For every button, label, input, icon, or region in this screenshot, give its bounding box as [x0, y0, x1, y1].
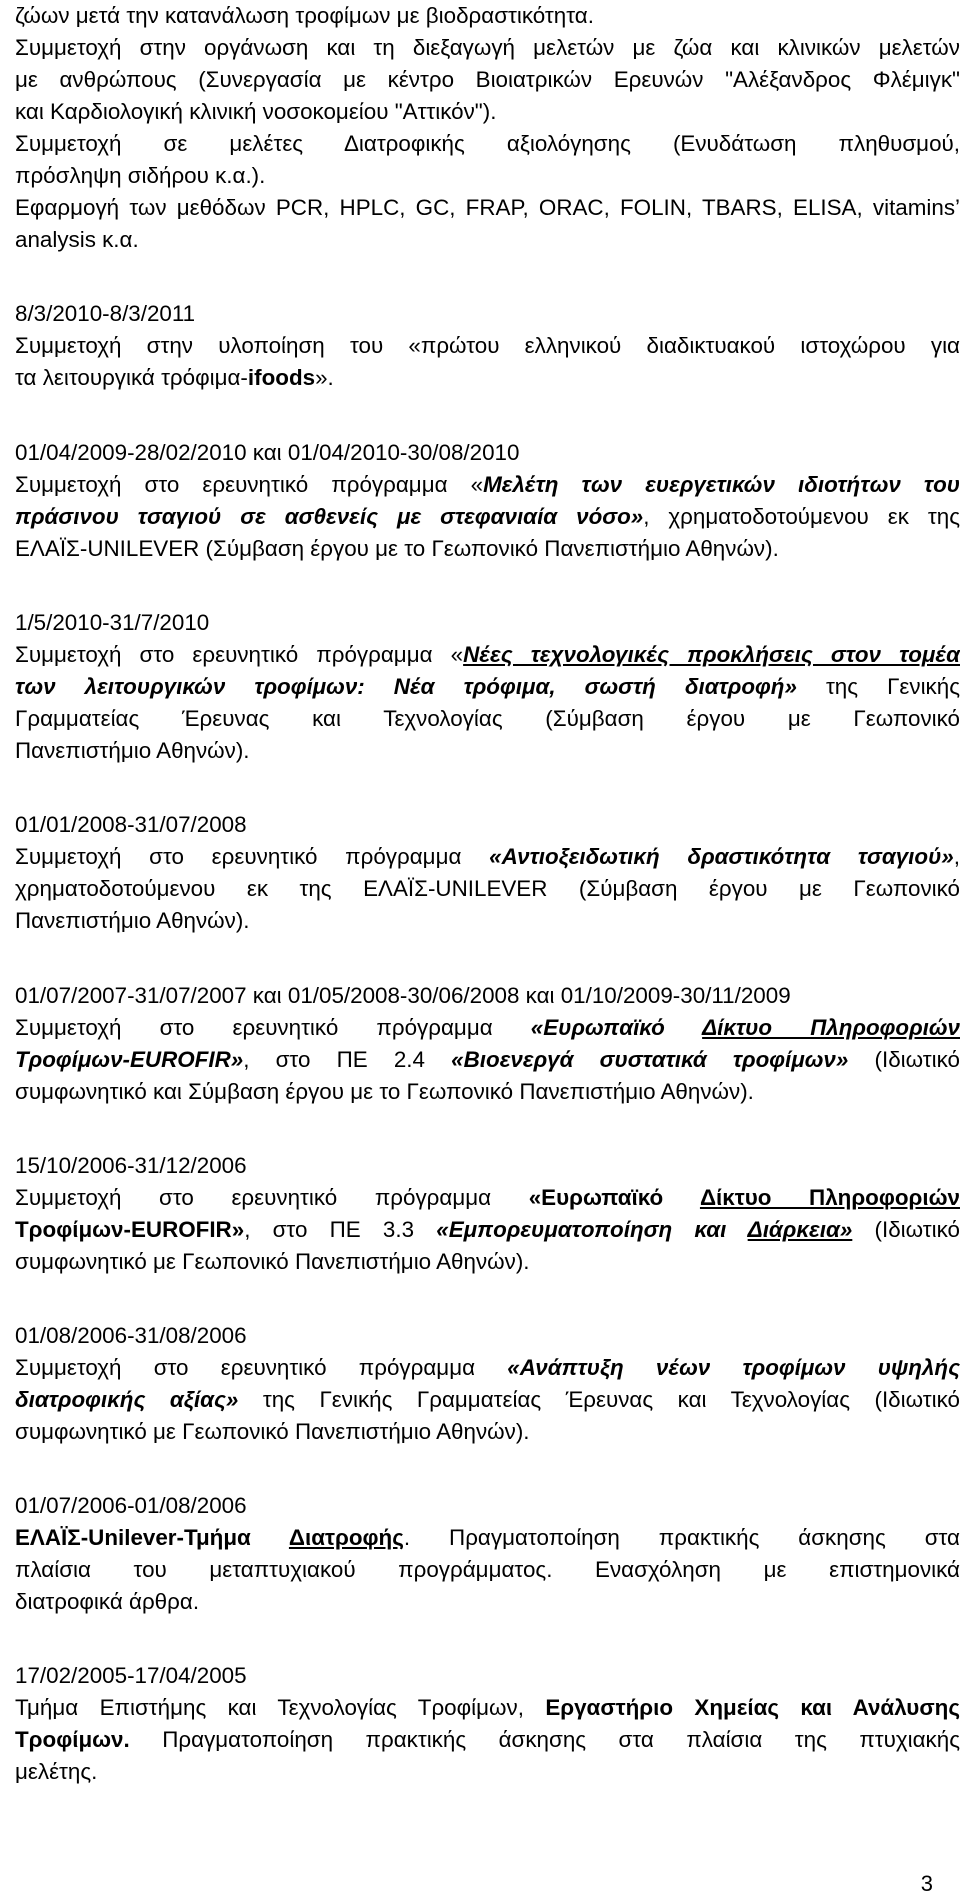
experience-entry — [15, 980, 960, 1108]
experience-entry — [15, 1150, 960, 1278]
text-line: διατροφικής αξίας» της Γενικής Γραμματείας Έρευνας και Τεχνολογίας (Ιδιωτικό — [15, 1387, 960, 1412]
text-line: Συμμετοχή στο ερευνητικό πρόγραμμα «Μελέτη των ευεργετικών ιδιοτήτων του — [15, 472, 960, 497]
text-line: συμφωνητικό με Γεωπονικό Πανεπιστήμιο Αθηνών). — [15, 1419, 530, 1444]
text-line: πρόσληψη σιδήρου κ.α.). — [15, 163, 266, 188]
text-line: διατροφικά άρθρα. — [15, 1589, 200, 1614]
text-line: analysis κ.α. — [15, 227, 139, 252]
entry-date: 01/04/2009-28/02/2010 και 01/04/2010-30/08/2010 — [15, 440, 520, 465]
experience-entry — [15, 607, 960, 767]
text-line: συμφωνητικό και Σύμβαση έργου με το Γεωπονικό Πανεπιστήμιο Αθηνών). — [15, 1079, 754, 1104]
entry-date: 17/02/2005-17/04/2005 — [15, 1663, 247, 1688]
text-line: Τροφίμων-EUROFIR», στο ΠΕ 2.4 «Βιοενεργά συστατικά τροφίμων» (Ιδιωτικό — [15, 1047, 960, 1072]
text-line: χρηματοδοτούμενου εκ της ΕΛΑΪΣ-UNILEVER (Σύμβαση έργου με Γεωπονικό — [15, 876, 960, 901]
text-line: των λειτουργικών τροφίμων: Νέα τρόφιμα, σωστή διατροφή» της Γενικής — [15, 674, 960, 699]
entry-date: 8/3/2010-8/3/2011 — [15, 301, 196, 326]
text-line: Συμμετοχή στο ερευνητικό πρόγραμμα «Ανάπτυξη νέων τροφίμων υψηλής — [15, 1355, 960, 1380]
experience-entry — [15, 1320, 960, 1448]
text-line: Συμμετοχή στο ερευνητικό πρόγραμμα «Ευρωπαϊκό Δίκτυο Πληροφοριών — [15, 1015, 960, 1040]
text-line: πράσινου τσαγιού σε ασθενείς με στεφανιαία νόσο», χρηματοδοτούμενου εκ της — [15, 504, 960, 529]
text-line: με ανθρώπους (Συνεργασία με κέντρο Βιοιατρικών Ερευνών "Αλέξανδρος Φλέμιγκ" — [15, 67, 960, 92]
document-page — [15, 0, 960, 1901]
entry-date: 01/08/2006-31/08/2006 — [15, 1323, 247, 1348]
experience-entry — [15, 437, 960, 565]
experience-entry — [15, 1490, 960, 1618]
text-line: Τροφίμων. Πραγματοποίηση πρακτικής άσκησης στα πλαίσια της πτυχιακής — [15, 1727, 960, 1752]
experience-entry — [15, 298, 960, 394]
intro-paragraph — [15, 0, 960, 256]
text-line: Συμμετοχή στο ερευνητικό πρόγραμμα «Ευρωπαϊκό Δίκτυο Πληροφοριών — [15, 1185, 960, 1210]
experience-entry — [15, 1660, 960, 1788]
text-line: Συμμετοχή στην υλοποίηση του «πρώτου ελληνικού διαδικτυακού ιστοχώρου για — [15, 333, 960, 358]
text-line: ζώων μετά την κατανάλωση τροφίμων με βιοδραστικότητα. — [15, 3, 594, 28]
entry-date: 01/07/2006-01/08/2006 — [15, 1493, 247, 1518]
text-line: ΕΛΑΪΣ-Unilever-Τμήμα Διατροφής. Πραγματοποίηση πρακτικής άσκησης στα — [15, 1525, 960, 1550]
text-line: Πανεπιστήμιο Αθηνών). — [15, 908, 250, 933]
text-line: Συμμετοχή στην οργάνωση και τη διεξαγωγή μελετών με ζώα και κλινικών μελετών — [15, 35, 960, 60]
text-line: Συμμετοχή στο ερευνητικό πρόγραμμα «Αντιοξειδωτική δραστικότητα τσαγιού», — [15, 844, 960, 869]
text-line: και Καρδιολογική κλινική νοσοκομείου "Αττικόν"). — [15, 99, 497, 124]
entry-date: 15/10/2006-31/12/2006 — [15, 1153, 247, 1178]
text-line: Εφαρμογή των μεθόδων PCR, HPLC, GC, FRAP, ORAC, FOLIN, TBARS, ELISA, vitamins’ — [15, 195, 960, 220]
text-line: ΕΛΑΪΣ-UNILEVER (Σύμβαση έργου με το Γεωπονικό Πανεπιστήμιο Αθηνών). — [15, 536, 779, 561]
text-line: Συμμετοχή σε μελέτες Διατροφικής αξιολόγησης (Ενυδάτωση πληθυσμού, — [15, 131, 960, 156]
text-line: Συμμετοχή στο ερευνητικό πρόγραμμα «Νέες τεχνολογικές προκλήσεις στον τομέα — [15, 642, 960, 667]
page-number: 3 — [920, 1871, 933, 1896]
experience-entry — [15, 809, 960, 937]
text-line: Πανεπιστήμιο Αθηνών). — [15, 738, 250, 763]
text-line: Τροφίμων-EUROFIR», στο ΠΕ 3.3 «Εμπορευματοποίηση και Διάρκεια» (Ιδιωτικό — [15, 1217, 960, 1242]
text-line: Γραμματείας Έρευνας και Τεχνολογίας (Σύμβαση έργου με Γεωπονικό — [15, 706, 960, 731]
entry-date: 1/5/2010-31/7/2010 — [15, 610, 210, 635]
text-line: συμφωνητικό με Γεωπονικό Πανεπιστήμιο Αθηνών). — [15, 1249, 530, 1274]
entry-date: 01/01/2008-31/07/2008 — [15, 812, 247, 837]
text-line: Τμήμα Επιστήμης και Τεχνολογίας Τροφίμων, Εργαστήριο Χημείας και Ανάλυσης — [15, 1695, 960, 1720]
text-line: μελέτης. — [15, 1759, 98, 1784]
text-line: πλαίσια του μεταπτυχιακού προγράμματος. Ενασχόληση με επιστημονικά — [15, 1557, 960, 1582]
text-line: τα λειτουργικά τρόφιμα-ifoods». — [15, 365, 334, 390]
entry-date: 01/07/2007-31/07/2007 και 01/05/2008-30/06/2008 και 01/10/2009-30/11/2009 — [15, 983, 791, 1008]
